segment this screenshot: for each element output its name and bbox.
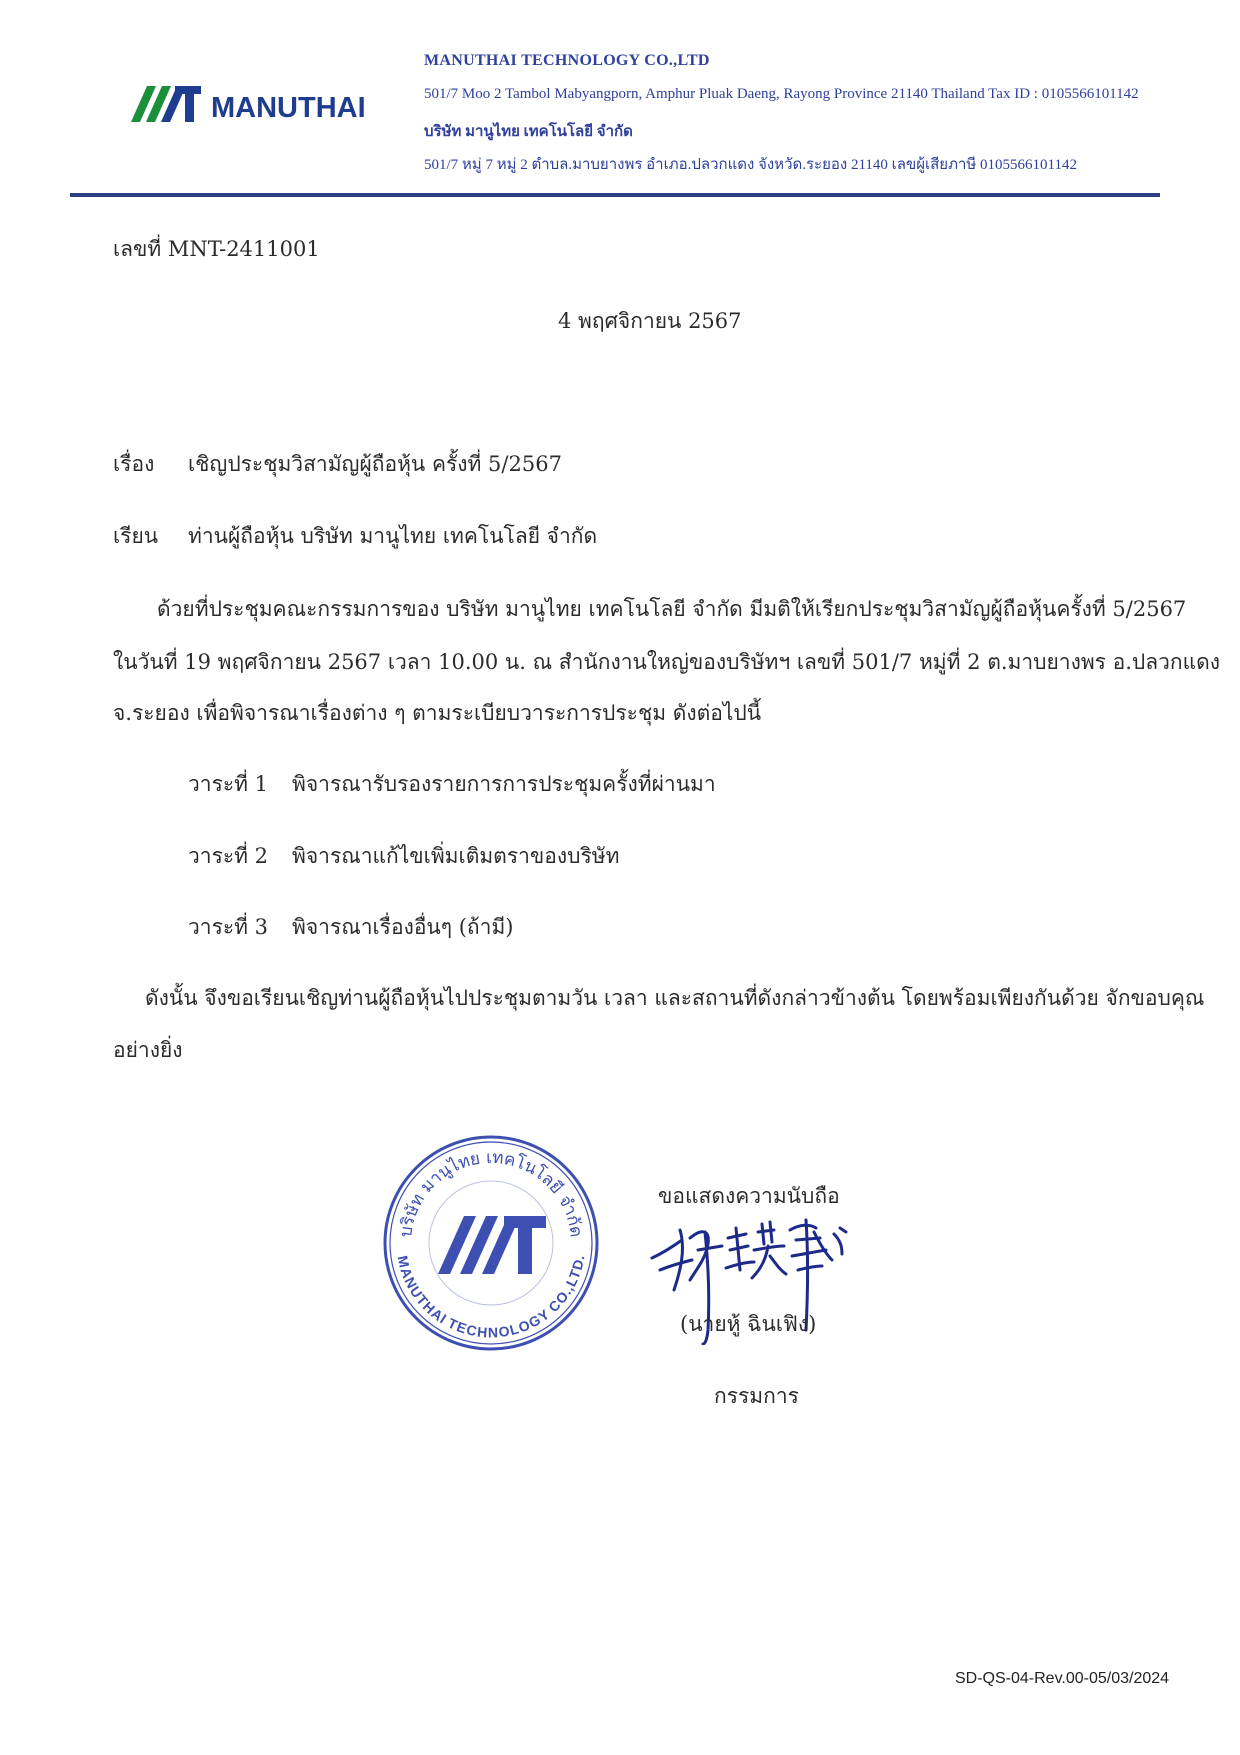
recipient-label: เรียน xyxy=(113,524,159,548)
body-paragraph-line: จ.ระยอง เพื่อพิจารณาเรื่องต่าง ๆ ตามระเบียบวาระการประชุม ดังต่อไปนี้ xyxy=(113,701,762,725)
seal-text-top: บริษัท มานูไทย เทคโนโลยี จำกัด xyxy=(396,1147,586,1239)
seal-text-bottom: MANUTHAI TECHNOLOGY CO.,LTD. xyxy=(394,1254,588,1341)
header-divider xyxy=(70,193,1160,197)
company-name-th: บริษัท มานูไทย เทคโนโลยี จำกัด xyxy=(424,124,633,140)
company-logo xyxy=(131,84,381,124)
body-paragraph-line: ในวันที่ 19 พฤศจิกายน 2567 เวลา 10.00 น. ณ สำนักงานใหญ่ของบริษัทฯ เลขที่ 501/7 หมู่ที่ 2 ต.มาบยางพร อ.ปลวกแดง xyxy=(113,650,1221,674)
agenda-item-text: พิจารณาแก้ไขเพิ่มเติมตราของบริษัท xyxy=(292,844,620,868)
subject-label: เรื่อง xyxy=(113,452,155,476)
manuthai-logo-icon xyxy=(131,84,381,124)
agenda-item-label: วาระที่ 3 xyxy=(188,915,269,939)
company-seal xyxy=(380,1132,602,1354)
signer-name: (นายหู้ ฉินเฟิง) xyxy=(680,1312,817,1336)
document-number: เลขที่ MNT-2411001 xyxy=(113,237,320,261)
recipient-text: ท่านผู้ถือหุ้น บริษัท มานูไทย เทคโนโลยี จำกัด xyxy=(188,524,598,548)
signer-title: กรรมการ xyxy=(714,1384,799,1408)
body-paragraph-line: อย่างยิ่ง xyxy=(113,1038,183,1062)
company-address-th: 501/7 หมู่ 7 หมู่ 2 ตำบล.มาบยางพร อำเภอ.ปลวกแดง จังหวัด.ระยอง 21140 เลขผู้เสียภาษี 0105566101142 xyxy=(424,157,1077,173)
agenda-item-label: วาระที่ 2 xyxy=(188,844,269,868)
body-paragraph-line: ดังนั้น จึงขอเรียนเชิญท่านผู้ถือหุ้นไปประชุมตามวัน เวลา และสถานที่ดังกล่าวข้างต้น โดยพร้อมเพียงกันด้วย จักขอบคุณ xyxy=(145,986,1205,1010)
seal-logo-icon xyxy=(438,1216,546,1274)
agenda-item-label: วาระที่ 1 xyxy=(188,772,269,796)
logo-wordmark: MANUTHAI xyxy=(211,92,366,124)
agenda-item-text: พิจารณารับรองรายการการประชุมครั้งที่ผ่านมา xyxy=(292,772,716,796)
body-paragraph-line: ด้วยที่ประชุมคณะกรรมการของ บริษัท มานูไทย เทคโนโลยี จำกัด มีมติให้เรียกประชุมวิสามัญผู้ถือหุ้นครั้งที่ 5/2567 xyxy=(157,597,1187,621)
form-code: SD-QS-04-Rev.00-05/03/2024 xyxy=(955,1670,1170,1687)
seal-stamp-icon xyxy=(380,1132,602,1354)
closing-phrase: ขอแสดงความนับถือ xyxy=(658,1184,840,1208)
company-name-en: MANUTHAI TECHNOLOGY CO.,LTD xyxy=(424,52,710,69)
company-address-en: 501/7 Moo 2 Tambol Mabyangporn, Amphur Pluak Daeng, Rayong Province 21140 Thailand Tax ID : 0105566101142 xyxy=(424,86,1139,102)
subject-text: เชิญประชุมวิสามัญผู้ถือหุ้น ครั้งที่ 5/2567 xyxy=(188,452,562,476)
agenda-item-text: พิจารณาเรื่องอื่นๆ (ถ้ามี) xyxy=(292,915,514,939)
document-date: 4 พฤศจิกายน 2567 xyxy=(558,309,742,333)
